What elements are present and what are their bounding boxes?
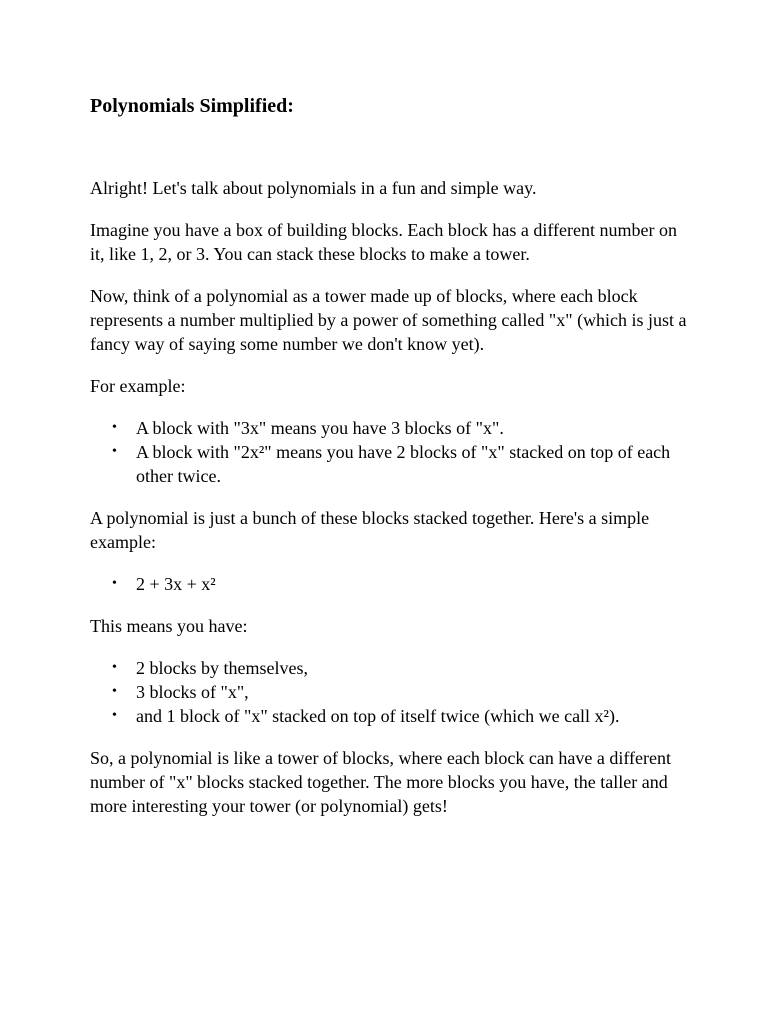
list-item: [90, 416, 690, 440]
bullet-icon: •: [112, 420, 117, 435]
this-means-paragraph: This means you have:: [90, 616, 248, 636]
list-item-text: 3 blocks of "x",: [136, 682, 249, 702]
formula-text: 2 + 3x + x²: [136, 574, 216, 594]
list-item-text: and 1 block of "x" stacked on top of itself twice (which we call x²).: [136, 706, 620, 726]
means-list: [90, 656, 690, 728]
list-item: [90, 656, 690, 680]
intro-paragraph: Alright! Let's talk about polynomials in a fun and simple way.: [90, 178, 537, 198]
bullet-icon: •: [112, 576, 117, 591]
bullet-icon: •: [112, 444, 117, 459]
polynomial-tower-paragraph: Now, think of a polynomial as a tower made up of blocks, where each block represents a number multiplied by a power of something called "x" (which is just a fancy way of saying some number we don't know yet).: [90, 286, 687, 354]
list-item-text: A block with "2x²" means you have 2 blocks of "x" stacked on top of each other twice.: [136, 442, 671, 486]
page-title: Polynomials Simplified:: [90, 95, 294, 117]
list-item-text: A block with "3x" means you have 3 blocks of "x".: [136, 418, 504, 438]
bunch-of-blocks-paragraph: A polynomial is just a bunch of these blocks stacked together. Here's a simple example:: [90, 508, 650, 552]
list-item: [90, 440, 690, 488]
list-item: [90, 704, 690, 728]
bullet-icon: •: [112, 684, 117, 699]
conclusion-paragraph: So, a polynomial is like a tower of blocks, where each block can have a different number of "x" blocks stacked together. The more blocks you have, the taller and more interesting your tower (or polynomial) gets!: [90, 748, 671, 816]
list-item: [90, 572, 690, 596]
building-blocks-paragraph: Imagine you have a box of building blocks. Each block has a different number on it, like 1, 2, or 3. You can stack these blocks to make a tower.: [90, 220, 678, 264]
for-example-paragraph: For example:: [90, 376, 186, 396]
example-list: [90, 416, 690, 488]
formula-list: [90, 572, 690, 596]
document-page: [90, 92, 690, 818]
bullet-icon: •: [112, 708, 117, 723]
list-item-text: 2 blocks by themselves,: [136, 658, 308, 678]
bullet-icon: •: [112, 660, 117, 675]
list-item: [90, 680, 690, 704]
